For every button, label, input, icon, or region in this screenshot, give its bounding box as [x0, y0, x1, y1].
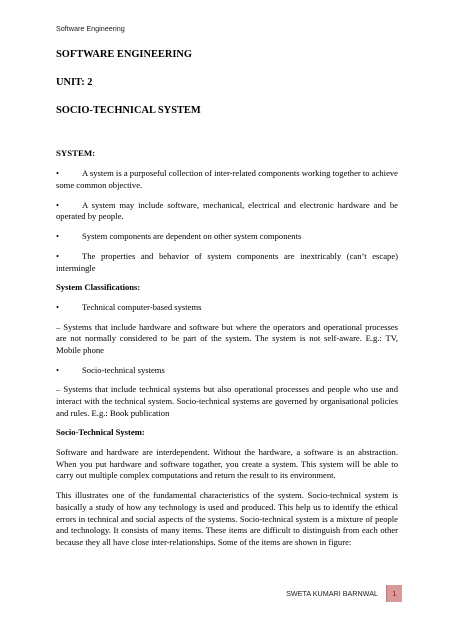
unit-heading: UNIT: 2 [56, 77, 93, 89]
topic-heading: SOCIO-TECHNICAL SYSTEM [56, 105, 201, 117]
bullet-marker: • [56, 231, 60, 242]
system-bullet-2: • A system may include software, mechanical, electrical and electronic hardware and be operated by people. [56, 199, 398, 222]
running-header: Software Engineering [56, 24, 125, 33]
system-heading: SYSTEM: [56, 148, 96, 159]
system-bullet-3: • System components are dependent on other system components [56, 231, 302, 242]
socio-technical-paragraph-1: Software and hardware are interdependent. Without the hardware, a software is an abstraction. When you put hardware and software togather, you create a system. This system will be able to carry out multiple complex computations and return the result to its environment. [56, 447, 398, 481]
bullet-marker: • [56, 364, 60, 375]
classification-item-1: • Technical computer-based systems [56, 301, 202, 312]
socio-technical-heading: Socio-Technical System: [56, 427, 145, 438]
classification-item-2-description: – Systems that include technical systems but also operational processes and people who use and interact with the technical system. Socio-technical systems are governed by organisational policies and rules. E.g.: Book publication [56, 384, 398, 418]
bullet-marker: • [56, 199, 60, 210]
classifications-heading: System Classifications: [56, 282, 141, 293]
bullet-marker: • [56, 168, 60, 179]
bullet-marker: • [56, 301, 60, 312]
document-title: SOFTWARE ENGINEERING [56, 49, 192, 60]
bullet-marker: • [56, 250, 60, 261]
classification-item-2: • Socio-technical systems [56, 364, 165, 375]
socio-technical-paragraph-2: This illustrates one of the fundamental characteristics of the system. Socio-technical system is basically a study of how any technology is used and produced. This help us to identify the ethical errors in technical and social aspects of the systems. Socio-technical system is a mixture of people and technology. It consists of many items. These items are difficult to distinguish from each other because they all have close inter-relationships. Some of the items are shown in figure: [56, 490, 398, 547]
classification-item-1-description: – Systems that include hardware and software but where the operators and operational processes are not normally considered to be part of the system. The system is not self-aware. E.g.: TV, Mobile phone [56, 321, 398, 355]
page-number: 1 [386, 585, 402, 602]
system-bullet-1: • A system is a purposeful collection of inter-related components working together to achieve some common objective. [56, 168, 398, 191]
system-bullet-4: • The properties and behavior of system components are inextricably (can’t escape) intermingle [56, 250, 398, 273]
page-footer [286, 585, 402, 602]
footer-author: SWETA KUMARI BARNWAL [286, 589, 378, 598]
page-content [56, 48, 398, 557]
